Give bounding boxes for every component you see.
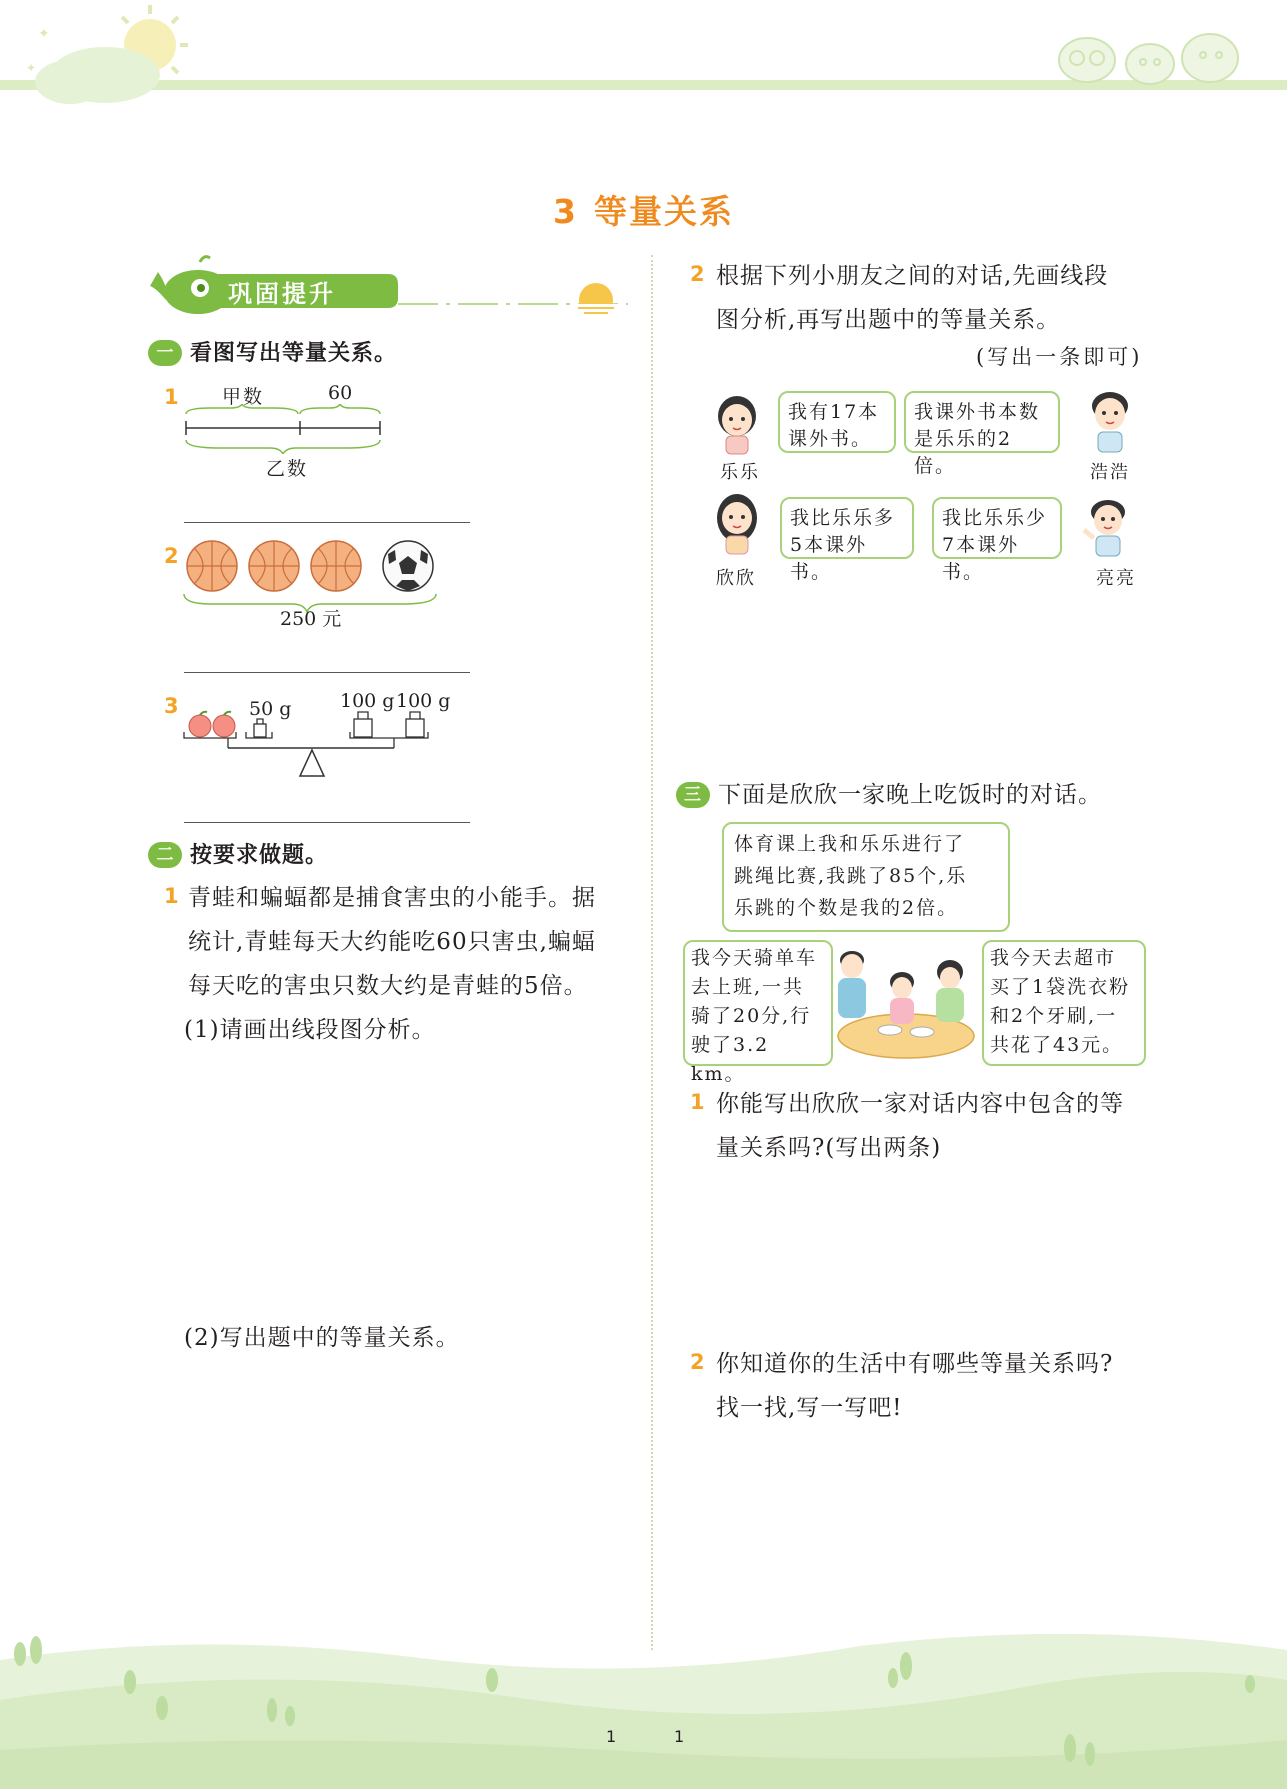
bubble-line: 课外书。 bbox=[788, 428, 873, 450]
bubble-line: 是乐乐的2倍。 bbox=[914, 428, 1013, 477]
bubble-line: 我有17本 bbox=[788, 401, 880, 423]
section1-heading bbox=[148, 336, 397, 367]
apple-icon bbox=[213, 712, 235, 737]
weight-50g-icon bbox=[254, 719, 266, 737]
s2-q1-line: 每天吃的害虫只数大约是青蛙的5倍。 bbox=[188, 973, 588, 999]
page-number-left: 1 bbox=[606, 1727, 617, 1746]
s2-q2-number: 2 bbox=[690, 262, 705, 286]
section-banner-label: 巩固提升 bbox=[228, 280, 336, 308]
s1-q1-label-left: 甲数 bbox=[222, 386, 265, 408]
bubble-line: 我今天骑单车 bbox=[691, 947, 818, 969]
basketball-icon bbox=[187, 541, 237, 591]
sun-cloud-icon bbox=[0, 0, 220, 110]
s3-q2-answer-area[interactable] bbox=[716, 1436, 1186, 1616]
family-bubble-left bbox=[683, 940, 833, 1085]
s3-q2-line: 找一找,写一写吧! bbox=[716, 1395, 903, 1421]
section2-heading bbox=[148, 838, 328, 869]
section3-heading bbox=[676, 776, 1102, 809]
svg-text:✦: ✦ bbox=[26, 61, 37, 75]
section-banner bbox=[148, 252, 628, 320]
bubble-line: 我今天去超市 bbox=[990, 947, 1117, 969]
apple-icon bbox=[189, 712, 211, 737]
boy-haohao-avatar bbox=[1085, 386, 1135, 456]
bubble-line: 5本课外书。 bbox=[790, 534, 868, 583]
bubble-line: 乐跳的个数是我的2倍。 bbox=[734, 897, 959, 919]
s2-q1-line: 统计,青蛙每天大约能吃60只害虫,蝙蝠 bbox=[188, 929, 596, 955]
weight-100g-icon bbox=[406, 712, 424, 737]
bubble-line: 共花了43元。 bbox=[990, 1034, 1124, 1056]
s1-q1-segment-diagram bbox=[180, 404, 390, 454]
s1-q1-label-right: 60 bbox=[328, 382, 353, 404]
section3-title: 下面是欣欣一家晚上吃饭时的对话。 bbox=[718, 782, 1102, 808]
section1-title: 看图写出等量关系。 bbox=[190, 341, 398, 366]
s2-q1-sub2: (2)写出题中的等量关系。 bbox=[184, 1325, 460, 1351]
basketball-icon bbox=[311, 541, 361, 591]
family-dinner-illustration bbox=[830, 940, 978, 1062]
svg-text:✦: ✦ bbox=[38, 26, 50, 42]
s1-q1-number: 1 bbox=[164, 385, 179, 409]
girl-lele-avatar bbox=[712, 390, 762, 456]
page-number-right: 1 bbox=[674, 1727, 685, 1746]
family-bubble-right bbox=[982, 940, 1146, 1066]
bubble-line: 去上班,一共 bbox=[691, 976, 805, 998]
girl-xinxin-avatar bbox=[712, 490, 762, 556]
section3-badge: 三 bbox=[676, 782, 710, 808]
s1-q3-weight3: 100 g bbox=[396, 690, 451, 712]
s1-q1-label-bottom: 乙数 bbox=[266, 458, 309, 480]
s2-q1-answer-area[interactable] bbox=[184, 1370, 634, 1620]
s1-q3-number: 3 bbox=[164, 694, 179, 718]
bubble-line: 买了1袋洗衣粉 bbox=[990, 976, 1131, 998]
section1-badge: 一 bbox=[148, 340, 182, 366]
basketball-icon bbox=[249, 541, 299, 591]
bubble-line: 我比乐乐少 bbox=[942, 507, 1048, 529]
bubble-line: 和2个牙刷,一 bbox=[990, 1005, 1118, 1027]
s3-q1-answer-area[interactable] bbox=[716, 1176, 1186, 1326]
s1-q3-answer-line[interactable] bbox=[184, 822, 470, 823]
bubble-line: 体育课上我和乐乐进行了 bbox=[734, 833, 966, 855]
s2-q1-number: 1 bbox=[164, 884, 179, 908]
s3-q1-line: 量关系吗?(写出两条) bbox=[716, 1135, 942, 1161]
s2-q1-line: 青蛙和蝙蝠都是捕食害虫的小能手。据 bbox=[188, 885, 596, 911]
s3-q2-text bbox=[716, 1342, 1186, 1430]
s2-q2-note: (写出一条即可) bbox=[976, 345, 1143, 369]
footer-hills-decoration bbox=[0, 1620, 1287, 1789]
s2-q1-drawing-area[interactable] bbox=[184, 1010, 634, 1310]
haohao-speech-bubble bbox=[904, 391, 1060, 477]
s3-q1-number: 1 bbox=[690, 1090, 705, 1114]
s1-q2-answer-line[interactable] bbox=[184, 672, 470, 673]
bubble-line: 驶了3.2 km。 bbox=[691, 1034, 770, 1085]
weight-100g-icon bbox=[354, 712, 372, 737]
liangliang-speech-bubble bbox=[932, 497, 1062, 583]
xinxin-name: 欣欣 bbox=[716, 568, 756, 589]
s2-q1-sub1: (1)请画出线段图分析。 bbox=[184, 1017, 436, 1043]
animal-heads-icon bbox=[1055, 20, 1250, 85]
boy-liangliang-avatar bbox=[1078, 494, 1138, 560]
family-bubble-top bbox=[722, 822, 1010, 932]
xinxin-speech-bubble bbox=[780, 497, 914, 583]
s1-q3-weight2: 100 g bbox=[340, 690, 395, 712]
s2-q2-text bbox=[716, 254, 1186, 342]
s1-q1-answer-line[interactable] bbox=[184, 522, 470, 523]
page-title: 3 等量关系 bbox=[553, 192, 734, 231]
s1-q2-number: 2 bbox=[164, 544, 179, 568]
section2-badge: 二 bbox=[148, 842, 182, 868]
s3-q2-number: 2 bbox=[690, 1350, 705, 1374]
s1-q3-balance-scale bbox=[182, 710, 442, 780]
lele-speech-bubble bbox=[778, 391, 896, 453]
haohao-name: 浩浩 bbox=[1090, 462, 1130, 483]
column-divider bbox=[651, 255, 653, 1650]
bubble-line: 跳绳比赛,我跳了85个,乐 bbox=[734, 865, 968, 887]
bubble-line: 我课外书本数 bbox=[914, 401, 1041, 423]
football-icon bbox=[383, 541, 433, 591]
lele-name: 乐乐 bbox=[720, 462, 760, 483]
s1-q3-weight1: 50 g bbox=[249, 698, 292, 720]
bubble-line: 7本课外书。 bbox=[942, 534, 1020, 583]
s3-q2-line: 你知道你的生活中有哪些等量关系吗? bbox=[716, 1351, 1114, 1377]
liangliang-name: 亮亮 bbox=[1096, 568, 1136, 589]
section2-title: 按要求做题。 bbox=[190, 843, 329, 868]
bubble-line: 我比乐乐多 bbox=[790, 507, 896, 529]
bubble-line: 骑了20分,行 bbox=[691, 1005, 812, 1027]
s2-q2-line: 图分析,再写出题中的等量关系。 bbox=[716, 307, 1061, 333]
s2-q2-answer-area[interactable] bbox=[716, 600, 1186, 750]
s3-q1-line: 你能写出欣欣一家对话内容中包含的等 bbox=[716, 1091, 1124, 1117]
s2-q2-line: 根据下列小朋友之间的对话,先画线段 bbox=[716, 263, 1109, 289]
s1-q2-total: 250 元 bbox=[280, 608, 342, 630]
s3-q1-text bbox=[716, 1082, 1186, 1170]
